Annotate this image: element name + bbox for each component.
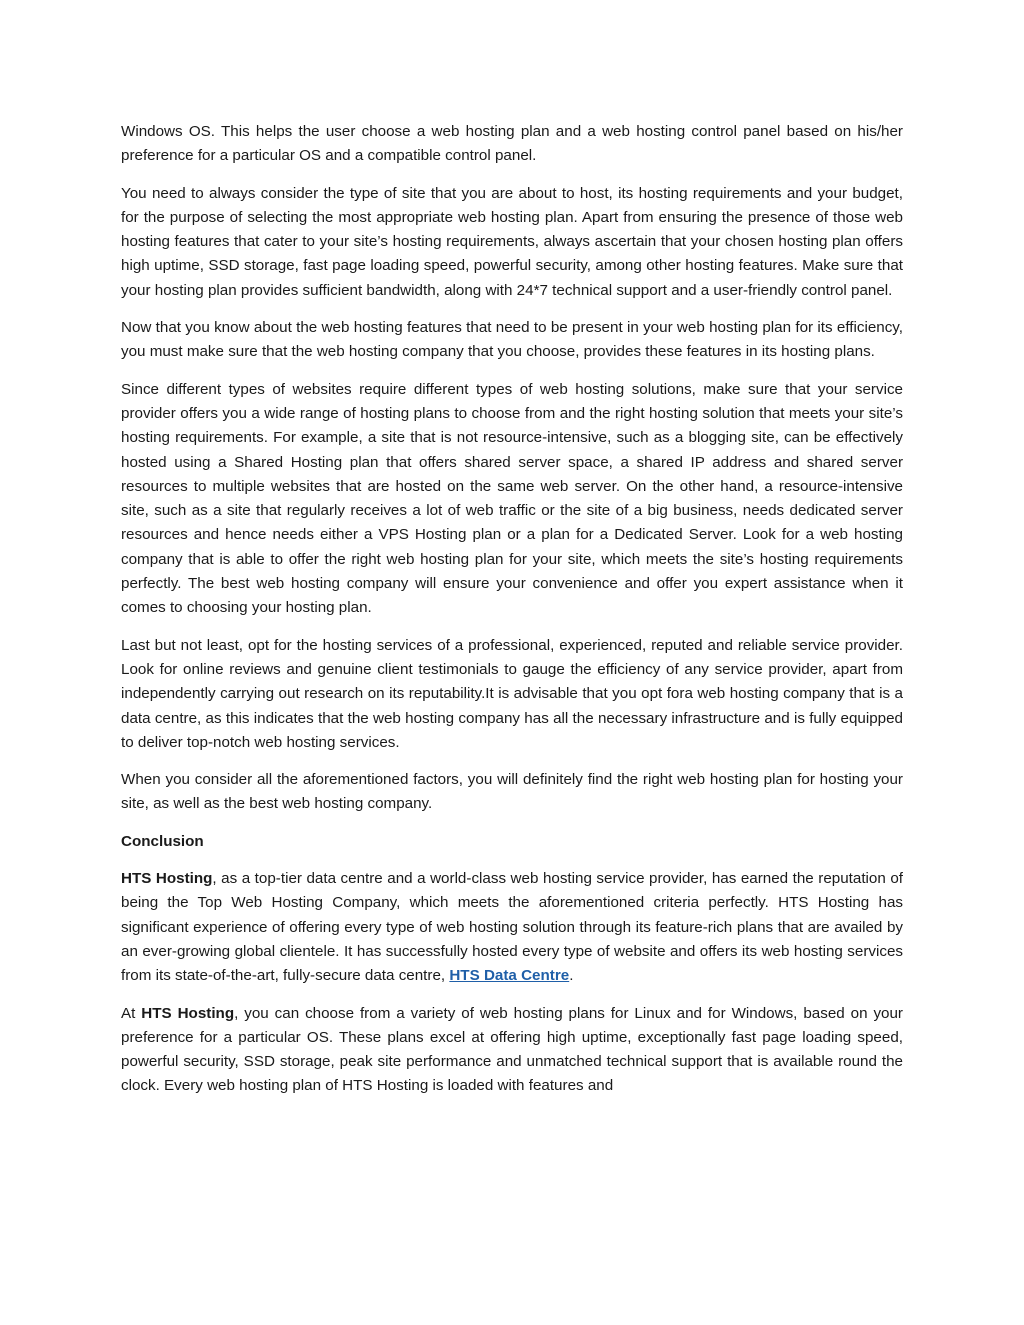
hts-plans-start: At <box>121 1004 142 1022</box>
hts-hosting-bold: HTS Hosting <box>121 870 213 888</box>
document-page <box>121 120 903 1112</box>
paragraph-hts-hosting <box>121 867 903 988</box>
paragraph-windows-os: Windows OS. This helps the user choose a web hosting plan and a web hosting control panel based on his/her preference for a particular OS and a compatible control panel. <box>121 123 903 165</box>
paragraph-professional-provider: Last but not least, opt for the hosting services of a professional, experienced, reputed and reliable service provider. Look for online reviews and genuine client testimonials to gauge the efficiency of any service provider, apart from independently carrying out research on its reputability.It is advisable that you opt fora web hosting company that is a data centre, as this indicates that the web hosting company has all the necessary infrastructure and is fully equipped to deliver top-notch web hosting services. <box>121 636 903 751</box>
paragraph-site-type: You need to always consider the type of site that you are about to host, its hosting requirements and your budget, for the purpose of selecting the most appropriate web hosting plan. Apart from ensuring the presence of those web hosting features that cater to your site’s hosting requirements, always ascertain that your chosen hosting plan offers high uptime, SSD storage, fast page loading speed, powerful security, among other hosting features. Make sure that your hosting plan provides sufficient bandwidth, along with 24*7 technical support and a user-friendly control panel. <box>121 184 903 299</box>
hts-plans-text: , you can choose from a variety of web hosting plans for Linux and for Windows, based on your preference for a particular OS. These plans excel at offering high uptime, exceptionally fast page loading speed, powerful security, SSD storage, peak site performance and unmatched technical support that is available round the clock. Every web hosting plan of HTS Hosting is loaded with features and <box>121 1004 903 1095</box>
hts-hosting-period: . <box>569 967 574 985</box>
hts-plans-bold: HTS Hosting <box>141 1004 235 1022</box>
paragraph-aforementioned-factors: When you consider all the aforementioned factors, you will definitely find the right web hosting plan for hosting your site, as well as the best web hosting company. <box>121 771 903 813</box>
hts-data-centre-link[interactable]: HTS Data Centre <box>449 967 570 985</box>
paragraph-hosting-features: Now that you know about the web hosting features that need to be present in your web hosting plan for its efficiency, you must make sure that the web hosting company that you choose, provides these features in its hosting plans. <box>121 319 903 361</box>
conclusion-heading: Conclusion <box>121 832 204 850</box>
paragraph-hts-plans <box>121 1002 903 1099</box>
hts-hosting-text: , as a top-tier data centre and a world-class web hosting service provider, has earned the reputation of being the Top Web Hosting Company, which meets the aforementioned criteria perfectly. HTS Hosting has significant experience of offering every type of web hosting solution through its feature-rich plans that are availed by an ever-growing global clientele. It has successfully hosted every type of website and offers its web hosting services from its state-of-the-art, fully-secure data centre, <box>121 870 903 985</box>
paragraph-hosting-solutions: Since different types of websites require different types of web hosting solutions, make sure that your service provider offers you a wide range of hosting plans to choose from and the right hosting solution that meets your site’s hosting requirements. For example, a site that is not resource-intensive, such as a blogging site, can be effectively hosted using a Shared Hosting plan that offers shared server space, a shared IP address and shared server resources to multiple websites that are hosted on the same web server. On the other hand, a resource-intensive site, such as a site that regularly receives a lot of web traffic or the site of a big business, needs dedicated server resources and hence needs either a VPS Hosting plan or a plan for a Dedicated Server. Look for a web hosting company that is able to offer the right web hosting plan for your site, which meets the site’s hosting requirements perfectly. The best web hosting company will ensure your convenience and offer you expert assistance when it comes to choosing your hosting plan. <box>121 380 903 617</box>
